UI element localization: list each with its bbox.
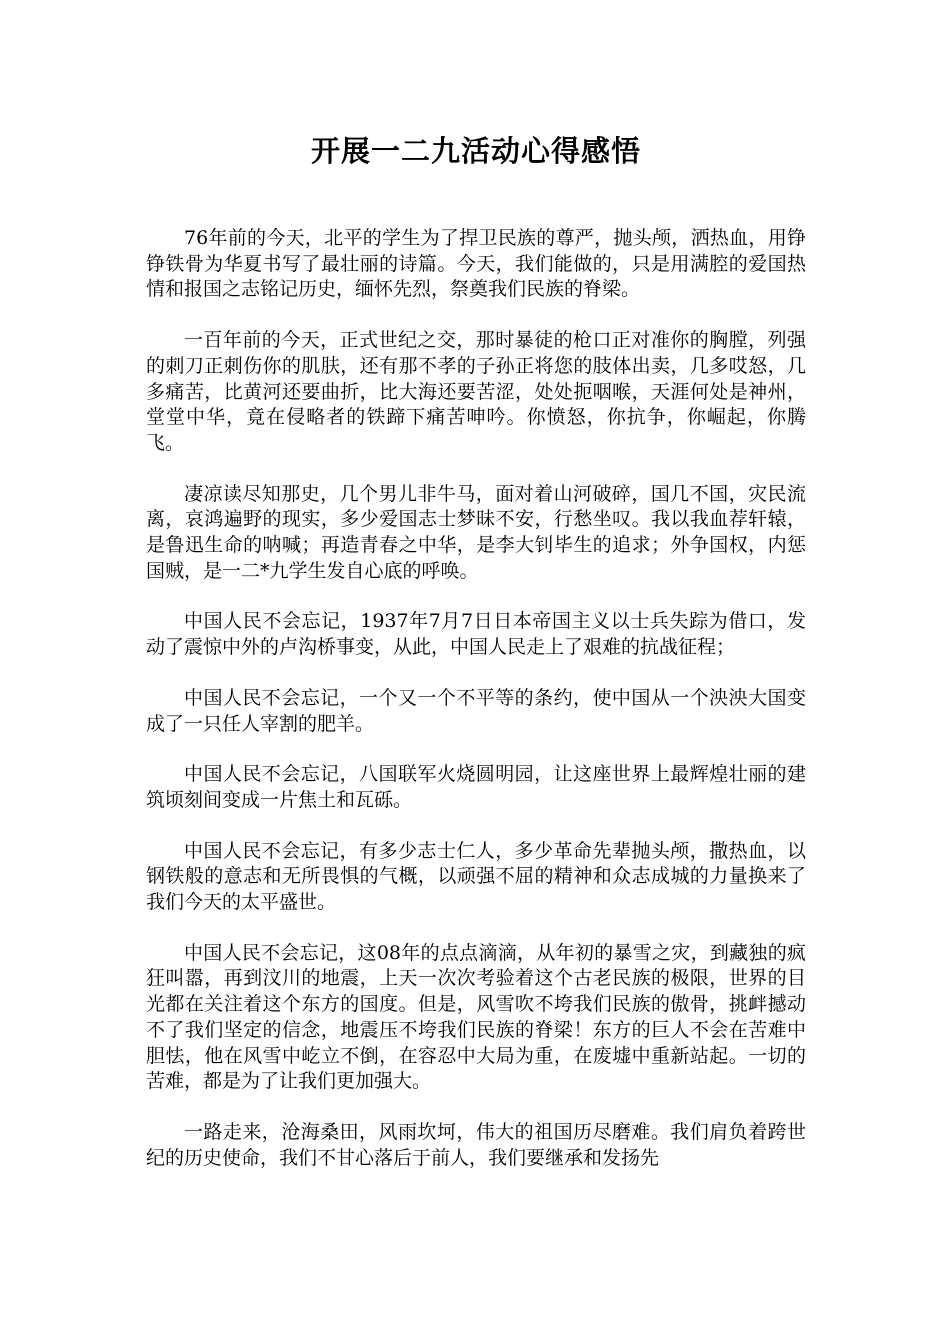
paragraph-9: 一路走来，沧海桑田，风雨坎坷，伟大的祖国历尽磨难。我们肩负着跨世纪的历史使命，我们不甘心落后于前人，我们要继承和发扬先	[146, 1120, 806, 1169]
paragraph-2: 一百年前的今天，正式世纪之交，那时暴徒的枪口正对准你的胸膛，列强的刺刀正刺伤你的肌肤，还有那不孝的子孙正将您的肢体出卖，几多哎怒，几多痛苦，比黄河还要曲折，比大海还要苦涩，处处扼咽喉，天涯何处是神州，堂堂中华，竟在侵略者的铁蹄下痛苦呻吟。你愤怒，你抗争，你崛起，你腾飞。	[146, 329, 806, 454]
paragraph-1: 76年前的今天，北平的学生为了捍卫民族的尊严，抛头颅，洒热血，用铮铮铁骨为华夏书写了最壮丽的诗篇。今天，我们能做的，只是用满腔的爱国热情和报国之志铭记历史，缅怀先烈，祭奠我们民族的脊梁。	[146, 227, 806, 301]
paragraph-8: 中国人民不会忘记，这08年的点点滴滴，从年初的暴雪之灾，到藏独的疯狂叫嚣，再到汶川的地震，上天一次次考验着这个古老民族的极限，世界的目光都在关注着这个东方的国度。但是，风雪吹不垮我们民族的傲骨，挑衅撼动不了我们坚定的信念，地震压不垮我们民族的脊梁！东方的巨人不会在苦难中胆怯，他在风雪中屹立不倒，在容忍中大局为重，在废墟中重新站起。一切的苦难，都是为了让我们更加强大。	[146, 941, 806, 1093]
paragraph-7: 中国人民不会忘记，有多少志士仁人，多少革命先辈抛头颅，撒热血，以钢铁般的意志和无所畏惧的气概，以顽强不屈的精神和众志成城的力量换来了我们今天的太平盛世。	[146, 839, 806, 914]
document-page	[146, 128, 806, 1196]
paragraph-6: 中国人民不会忘记，八国联军火烧圆明园，让这座世界上最辉煌壮丽的建筑顷刻间变成一片焦土和瓦砾。	[146, 763, 806, 811]
document-title: 开展一二九活动心得感悟	[310, 134, 641, 168]
paragraph-4: 中国人民不会忘记，1937年7月7日日本帝国主义以士兵失踪为借口，发动了震惊中外的卢沟桥事变，从此，中国人民走上了艰难的抗战征程；	[146, 610, 806, 659]
paragraph-5: 中国人民不会忘记，一个又一个不平等的条约，使中国从一个泱泱大国变成了一只任人宰割的肥羊。	[146, 686, 806, 735]
paragraph-3: 凄凉读尽知那史，几个男儿非牛马，面对着山河破碎，国几不国，灾民流离，哀鸿遍野的现实，多少爱国志士梦昧不安，行愁坐叹。我以我血荐轩辕，是鲁迅生命的呐喊；再造青春之中华，是李大钊毕生的追求；外争国权，内惩国贼，是一二*九学生发自心底的呼唤。	[146, 482, 806, 582]
